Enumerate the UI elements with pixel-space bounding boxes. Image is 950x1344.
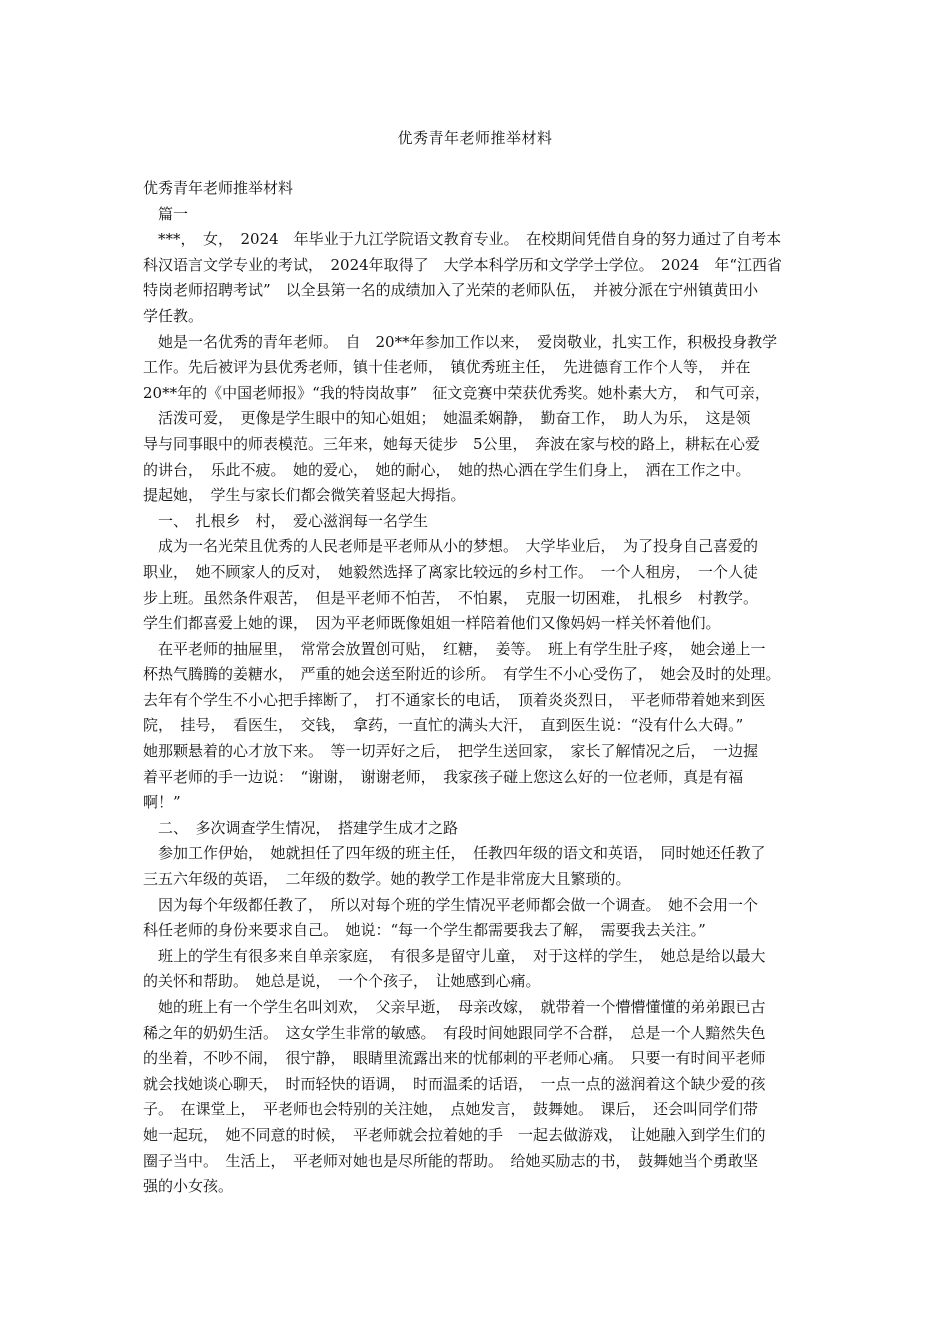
text-line: 参加工作伊始， 她就担任了四年级的班主任， 任教四年级的语文和英语， 同时她还任教了	[143, 844, 766, 863]
text-line: 活泼可爱， 更像是学生眼中的知心姐姐； 她温柔娴静， 勤奋工作， 助人为乐， 这是领	[143, 409, 751, 428]
text-line: 啊！”	[143, 793, 181, 812]
text-line: 在平老师的抽屉里， 常常会放置创可贴， 红糖， 姜等。 班上有学生肚子疼， 她会递上一	[143, 639, 766, 658]
text-line: 特岗老师招聘考试” 以全县第一名的成绩加入了光荣的老师队伍， 并被分派在宁州镇黄田小	[143, 281, 759, 300]
text-line: 三五六年级的英语， 二年级的数学。她的教学工作是非常庞大且繁琐的。	[143, 870, 631, 889]
text-line: 一、 扎根乡 村， 爱心滋润每一名学生	[143, 511, 429, 530]
text-line: 学任教。	[143, 306, 204, 325]
text-line: ***， 女， 2024 年毕业于九江学院语文教育专业。 在校期间凭借自身的努力通过了自考本	[143, 230, 782, 249]
text-line: 学生们都喜爱上她的课， 因为平老师既像姐姐一样陪着他们又像妈妈一样关怀着他们。	[143, 614, 721, 633]
text-line: 她一起玩， 她不同意的时候， 平老师就会拉着她的手 一起去做游戏， 让她融入到学生们的	[143, 1125, 766, 1144]
text-line: 她的班上有一个学生名叫刘欢， 父亲早逝， 母亲改嫁， 就带着一个懵懵懂懂的弟弟跟已古	[143, 998, 766, 1016]
text-line: 强的小女孩。	[143, 1177, 234, 1196]
text-line: 导与同事眼中的师表模范。三年来，她每天徒步 5公里， 奔波在家与校的路上，耕耘在心爱	[143, 434, 761, 453]
text-line: 优秀青年老师推举材料	[143, 179, 294, 197]
text-line: 稀之年的奶奶生活。 这女学生非常的敏感。 有段时间她跟同学不合群， 总是一个人黯然失色	[143, 1023, 766, 1042]
text-line: 院， 挂号， 看医生， 交钱， 拿药，一直忙的满头大汗， 直到医生说：“没有什么大碍。”	[143, 716, 744, 735]
text-line: 的关怀和帮助。 她总是说， 一个个孩子， 让她感到心痛。	[143, 972, 541, 991]
text-line: 步上班。虽然条件艰苦， 但是平老师不怕苦， 不怕累， 克服一切困难， 扎根乡 村教学。	[143, 588, 759, 607]
text-line: 的讲台， 乐此不疲。 她的爱心， 她的耐心， 她的热心洒在学生们身上， 洒在工作之中。	[143, 460, 751, 479]
text-line: 科汉语言文学专业的考试， 2024年取得了 大学本科学历和文学学士学位。 2024 年“江西省	[143, 255, 783, 274]
text-line: 篇一	[143, 204, 189, 223]
text-line: 工作。先后被评为县优秀老师，镇十佳老师， 镇优秀班主任， 先进德育工作个人等， 并在	[143, 358, 751, 377]
text-line: 的坐着，不吵不闹， 很宁静， 眼睛里流露出来的忧郁刺的平老师心痛。 只要一有时间平老师	[143, 1049, 766, 1068]
text-line: 职业， 她不顾家人的反对， 她毅然选择了离家比较远的乡村工作。 一个人租房， 一个人徒	[143, 562, 759, 581]
text-line: 20**年的《中国老师报》“我的特岗故事” 征文竞赛中荣获优秀奖。她朴素大方， 和气可亲，	[143, 383, 770, 402]
text-line: 她是一名优秀的青年老师。 自 20**年参加工作以来， 爱岗敬业，扎实工作，积极投身教学	[143, 332, 778, 351]
text-line: 杯热气腾腾的姜糖水， 严重的她会送至附近的诊所。 有学生不小心受伤了， 她会及时的处理。	[143, 665, 781, 684]
text-line: 就会找她谈心聊天， 时而轻快的语调， 时而温柔的话语， 一点一点的滋润着这个缺少爱的孩	[143, 1074, 766, 1093]
text-line: 圈子当中。 生活上， 平老师对她也是尽所能的帮助。 给她买励志的书， 鼓舞她当个勇敢坚	[143, 1151, 759, 1170]
text-line: 去年有个学生不小心把手摔断了， 打不通家长的电话， 顶着炎炎烈日， 平老师带着她来到医	[143, 690, 766, 709]
text-line: 提起她， 学生与家长们都会微笑着竖起大拇指。	[143, 486, 466, 505]
text-line: 着平老师的手一边说： “谢谢， 谢谢老师， 我家孩子碰上您这么好的一位老师，真是有福	[143, 767, 744, 786]
text-line: 因为每个年级都任教了， 所以对每个班的学生情况平老师都会做一个调查。 她不会用一个	[143, 895, 759, 914]
text-line: 班上的学生有很多来自单亲家庭， 有很多是留守儿童， 对于这样的学生， 她总是给以最大	[143, 946, 766, 965]
text-line: 成为一名光荣且优秀的人民老师是平老师从小的梦想。 大学毕业后， 为了投身自己喜爱的	[143, 537, 759, 556]
document-body	[143, 176, 819, 1200]
text-line: 她那颗悬着的心才放下来。 等一切弄好之后， 把学生送回家， 家长了解情况之后， 一边握	[143, 742, 759, 761]
text-line: 子。 在课堂上， 平老师也会特别的关注她， 点她发言， 鼓舞她。 课后， 还会叫同学们带	[143, 1100, 759, 1119]
text-line: 二、 多次调查学生情况， 搭建学生成才之路	[143, 818, 459, 837]
text-line: 科任老师的身份来要求自己。 她说：“每一个学生都需要我去了解， 需要我去关注。”	[143, 921, 706, 940]
document-title: 优秀青年老师推举材料	[397, 129, 553, 147]
